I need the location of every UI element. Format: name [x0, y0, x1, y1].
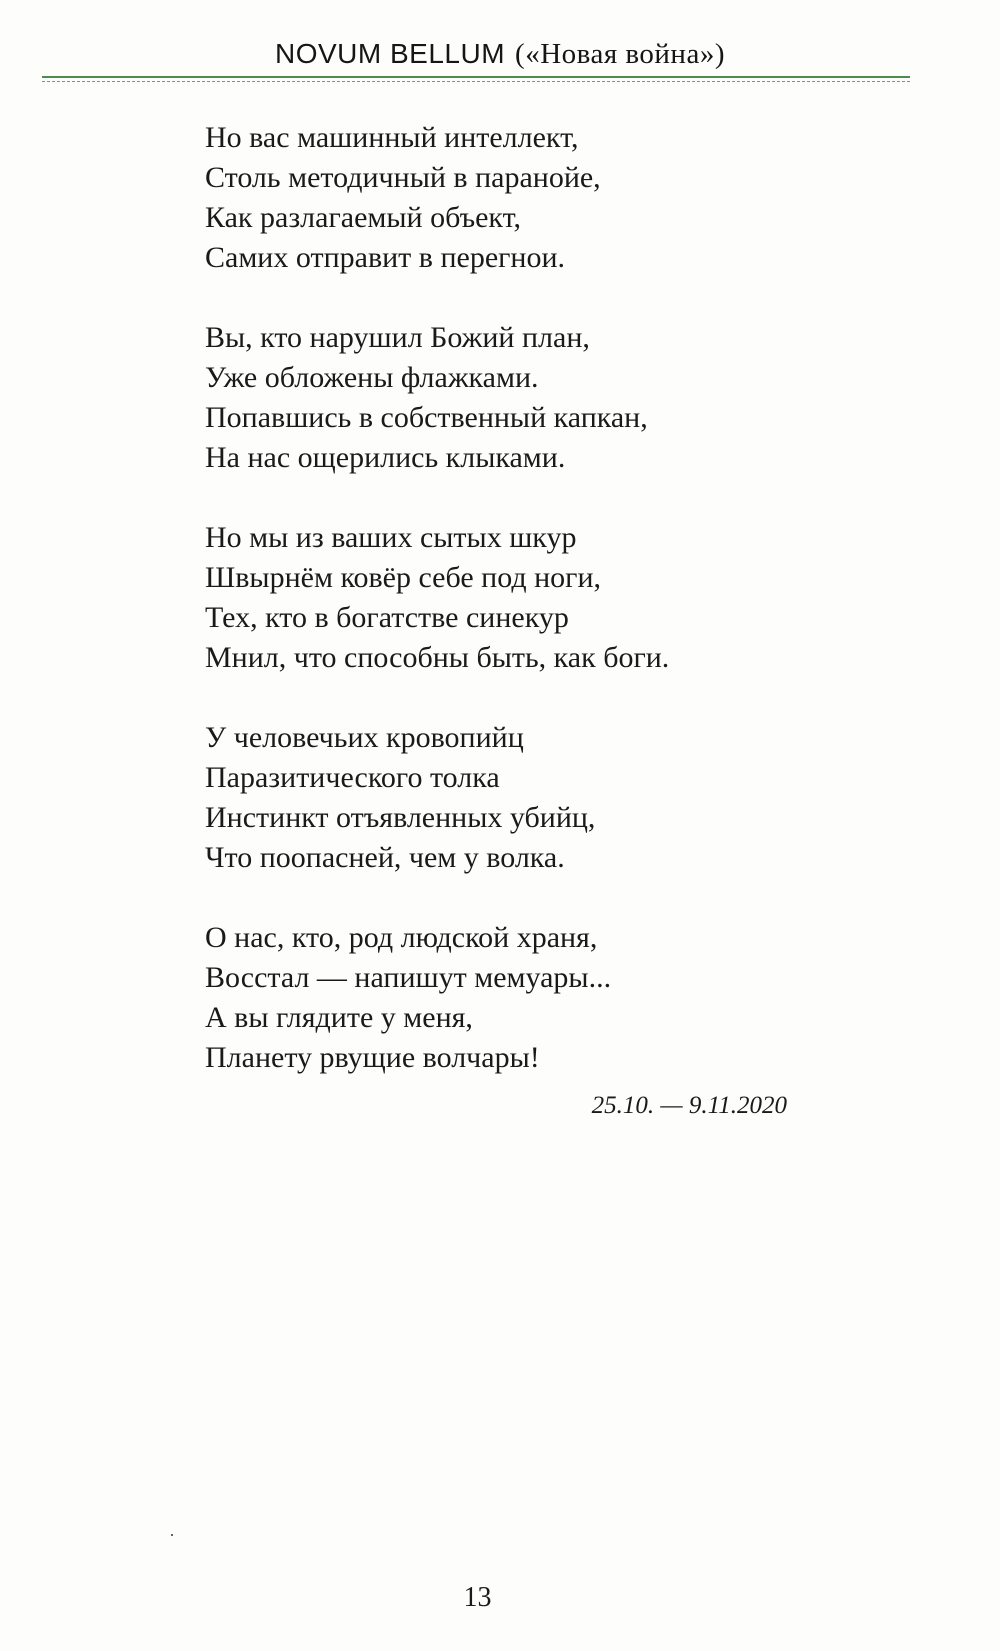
poem-line: Но вас машинный интеллект, — [205, 121, 579, 154]
stanza-2 — [205, 318, 825, 478]
poem-line: Швырнём ковёр себе под ноги, — [205, 561, 602, 594]
poem-line: Уже обложены флажками. — [205, 361, 539, 394]
poem-line: Тех, кто в богатстве синекур — [205, 601, 569, 634]
poem-date: 25.10. — 9.11.2020 — [591, 1092, 787, 1119]
poem-line: На нас ощерились клыками. — [205, 441, 566, 474]
poem-line: Самих отправит в перегнои. — [205, 241, 566, 274]
poem-line: Но мы из ваших сытых шкур — [205, 521, 577, 554]
poem-line: А вы глядите у меня, — [205, 1001, 473, 1034]
poem-line: Мнил, что способны быть, как боги. — [205, 641, 670, 674]
poem — [205, 118, 825, 1118]
poem-line: Попавшись в собственный капкан, — [205, 401, 648, 434]
poem-line: Паразитического толка — [205, 761, 500, 794]
poem-line: Вы, кто нарушил Божий план, — [205, 321, 590, 354]
stanza-5 — [205, 918, 825, 1078]
header-title: NOVUM BELLUM — [275, 38, 506, 69]
running-header — [0, 38, 1000, 71]
header-rule-dotted — [42, 81, 910, 82]
stanza-1 — [205, 118, 825, 278]
poem-line: Восстал — напишут мемуары... — [205, 961, 612, 994]
ink-speck — [171, 1534, 173, 1536]
poem-line: Столь методичный в паранойе, — [205, 161, 601, 194]
stanza-4 — [205, 718, 825, 878]
poem-line: У человечьих кровопийц — [205, 721, 524, 754]
header-rule — [42, 76, 910, 78]
poem-line: Как разлагаемый объект, — [205, 201, 521, 234]
poem-line: Что поопасней, чем у волка. — [205, 841, 565, 874]
poem-line: Планету рвущие волчары! — [205, 1041, 540, 1074]
poem-line: О нас, кто, род людской храня, — [205, 921, 598, 954]
page-number: 13 — [463, 1582, 492, 1613]
stanza-3 — [205, 518, 825, 678]
poem-line: Инстинкт отъявленных убийц, — [205, 801, 596, 834]
header-subtitle: («Новая война») — [515, 38, 725, 70]
